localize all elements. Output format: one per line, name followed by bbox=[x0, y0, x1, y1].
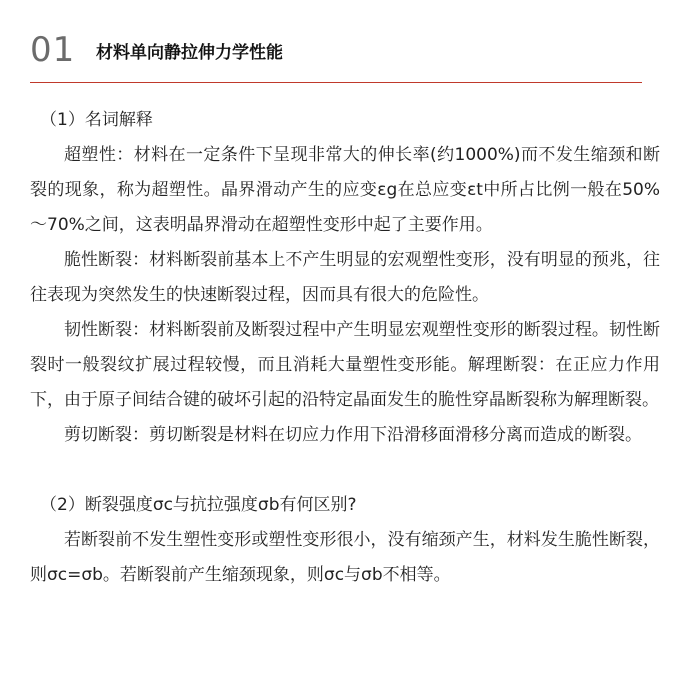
paragraph-brittle-fracture: 脆性断裂：材料断裂前基本上不产生明显的宏观塑性变形，没有明显的预兆，往往表现为突然发生的快速断裂过程，因而具有很大的危险性。 bbox=[30, 250, 660, 305]
paragraph-superplasticity: 超塑性：材料在一定条件下呈现非常大的伸长率(约1000%)而不发生缩颈和断裂的现象，称为超塑性。晶界滑动产生的应变εg在总应变εt中所占比例一般在50%～70%之间，这表明晶界滑动在超塑性变形中起了主要作用。 bbox=[30, 145, 660, 235]
paragraph-ductile-fracture: 韧性断裂：材料断裂前及断裂过程中产生明显宏观塑性变形的断裂过程。韧性断裂时一般裂纹扩展过程较慢，而且消耗大量塑性变形能。解理断裂：在正应力作用下，由于原子间结合键的破坏引起的沿特定晶面发生的脆性穿晶断裂称为解理断裂。 bbox=[30, 320, 660, 410]
article-content bbox=[30, 103, 660, 593]
section-header bbox=[30, 30, 642, 83]
paragraph-spacer bbox=[30, 453, 660, 488]
section-number: 01 bbox=[30, 30, 76, 70]
subheading-terms: （1）名词解释 bbox=[40, 110, 153, 130]
paragraph-strength-answer: 若断裂前不发生塑性变形或塑性变形很小，没有缩颈产生，材料发生脆性断裂，则σc=σb。若断裂前产生缩颈现象，则σc与σb不相等。 bbox=[30, 530, 660, 585]
section-title: 材料单向静拉伸力学性能 bbox=[96, 43, 283, 63]
paragraph-shear-fracture: 剪切断裂：剪切断裂是材料在切应力作用下沿滑移面滑移分离而造成的断裂。 bbox=[64, 425, 642, 445]
subheading-strength-question: （2）断裂强度σc与抗拉强度σb有何区别? bbox=[40, 495, 357, 515]
